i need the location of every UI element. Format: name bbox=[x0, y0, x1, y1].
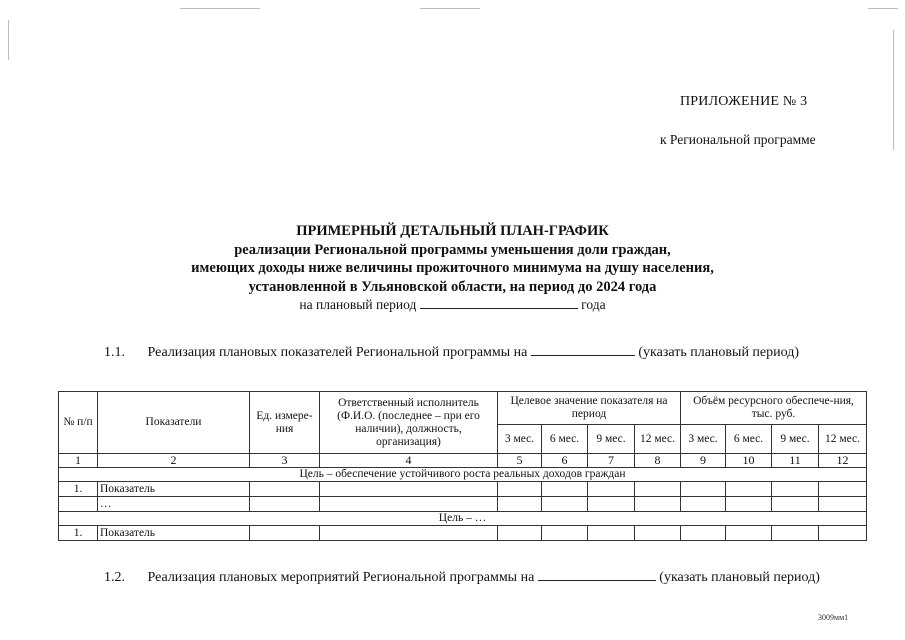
cell bbox=[681, 526, 726, 541]
cell bbox=[772, 526, 819, 541]
col-number: 5 bbox=[498, 454, 542, 468]
col-number: 11 bbox=[772, 454, 819, 468]
header-num: № п/п bbox=[59, 392, 98, 454]
section-2-text: Реализация плановых мероприятий Региональной программы на bbox=[147, 570, 535, 585]
cell bbox=[588, 526, 635, 541]
row-num: 1. bbox=[59, 482, 98, 497]
period-resource-9: 9 мес. bbox=[772, 425, 819, 454]
scan-mark-top-corner bbox=[868, 8, 898, 9]
cell bbox=[588, 482, 635, 497]
goal-2-row: Цель – … bbox=[59, 512, 867, 526]
document-title bbox=[0, 222, 905, 315]
cell bbox=[819, 526, 867, 541]
col-number: 2 bbox=[98, 454, 250, 468]
table-row bbox=[59, 497, 867, 512]
title-line-2: реализации Региональной программы уменьшения доли граждан, bbox=[234, 241, 671, 258]
title-line-1: ПРИМЕРНЫЙ ДЕТАЛЬНЫЙ ПЛАН-ГРАФИК bbox=[296, 223, 609, 239]
section-2-blank[interactable] bbox=[538, 568, 656, 581]
cell bbox=[250, 482, 320, 497]
table-row bbox=[59, 482, 867, 497]
row-label: Показатель bbox=[98, 526, 250, 541]
header-resource-group: Объём ресурсного обеспече-ния, тыс. руб. bbox=[681, 392, 867, 425]
cell bbox=[819, 497, 867, 512]
cell bbox=[726, 526, 772, 541]
row-num: 1. bbox=[59, 526, 98, 541]
table-row bbox=[59, 526, 867, 541]
cell bbox=[588, 497, 635, 512]
plan-table bbox=[58, 391, 867, 541]
cell bbox=[726, 497, 772, 512]
cell bbox=[542, 482, 588, 497]
header-indicators: Показатели bbox=[98, 392, 250, 454]
section-2-heading bbox=[104, 568, 820, 586]
col-number: 8 bbox=[635, 454, 681, 468]
cell bbox=[635, 497, 681, 512]
cell bbox=[635, 482, 681, 497]
cell bbox=[498, 497, 542, 512]
period-target-12: 12 мес. bbox=[635, 425, 681, 454]
header-target-group: Целевое значение показателя на период bbox=[498, 392, 681, 425]
col-number: 9 bbox=[681, 454, 726, 468]
row-ellipsis: … bbox=[98, 497, 250, 512]
period-resource-12: 12 мес. bbox=[819, 425, 867, 454]
cell bbox=[772, 497, 819, 512]
section-1-note: (указать плановый период) bbox=[638, 345, 800, 360]
section-1-number: 1.1. bbox=[104, 345, 125, 360]
row-label: Показатель bbox=[98, 482, 250, 497]
title-line-3: имеющих доходы ниже величины прожиточного минимума на душу населения, bbox=[191, 260, 714, 276]
period-resource-3: 3 мес. bbox=[681, 425, 726, 454]
col-number: 4 bbox=[320, 454, 498, 468]
cell bbox=[498, 482, 542, 497]
cell bbox=[681, 497, 726, 512]
appendix-title: ПРИЛОЖЕНИЕ № 3 bbox=[680, 94, 808, 109]
section-1-text: Реализация плановых показателей Региональной программы на bbox=[147, 345, 528, 360]
period-prefix: на плановый период bbox=[299, 297, 417, 312]
scan-mark-top-right bbox=[420, 8, 480, 9]
appendix-subtitle: к Региональной программе bbox=[660, 132, 816, 147]
col-number: 12 bbox=[819, 454, 867, 468]
scan-mark-right bbox=[893, 30, 894, 150]
col-number: 6 bbox=[542, 454, 588, 468]
period-suffix: года bbox=[581, 297, 606, 312]
period-resource-6: 6 мес. bbox=[726, 425, 772, 454]
cell bbox=[542, 526, 588, 541]
cell bbox=[681, 482, 726, 497]
title-line-4: установленной в Ульяновской области, на период до 2024 года bbox=[248, 278, 657, 295]
col-number: 3 bbox=[250, 454, 320, 468]
cell bbox=[320, 526, 498, 541]
section-1-blank[interactable] bbox=[531, 343, 635, 356]
cell bbox=[498, 526, 542, 541]
period-blank[interactable] bbox=[420, 296, 578, 309]
footer-code: 3009мм1 bbox=[818, 613, 849, 622]
period-target-6: 6 мес. bbox=[542, 425, 588, 454]
col-number: 10 bbox=[726, 454, 772, 468]
cell bbox=[772, 482, 819, 497]
cell bbox=[320, 497, 498, 512]
header-unit: Ед. измере-ния bbox=[250, 392, 320, 454]
cell bbox=[635, 526, 681, 541]
cell bbox=[59, 497, 98, 512]
col-number: 7 bbox=[588, 454, 635, 468]
period-target-9: 9 мес. bbox=[588, 425, 635, 454]
scan-mark-left bbox=[8, 20, 9, 60]
title-period-line bbox=[0, 296, 905, 315]
cell bbox=[320, 482, 498, 497]
period-target-3: 3 мес. bbox=[498, 425, 542, 454]
section-2-number: 1.2. bbox=[104, 570, 125, 585]
section-1-heading bbox=[104, 343, 799, 361]
cell bbox=[726, 482, 772, 497]
cell bbox=[542, 497, 588, 512]
scan-mark-top bbox=[180, 8, 260, 9]
goal-1-row: Цель – обеспечение устойчивого роста реальных доходов граждан bbox=[59, 468, 867, 482]
cell bbox=[250, 526, 320, 541]
col-number: 1 bbox=[59, 454, 98, 468]
cell bbox=[250, 497, 320, 512]
header-executor: Ответственный исполнитель (Ф.И.О. (последнее – при его наличии), должность, организация) bbox=[320, 392, 498, 454]
section-2-note: (указать плановый период) bbox=[659, 570, 820, 585]
cell bbox=[819, 482, 867, 497]
